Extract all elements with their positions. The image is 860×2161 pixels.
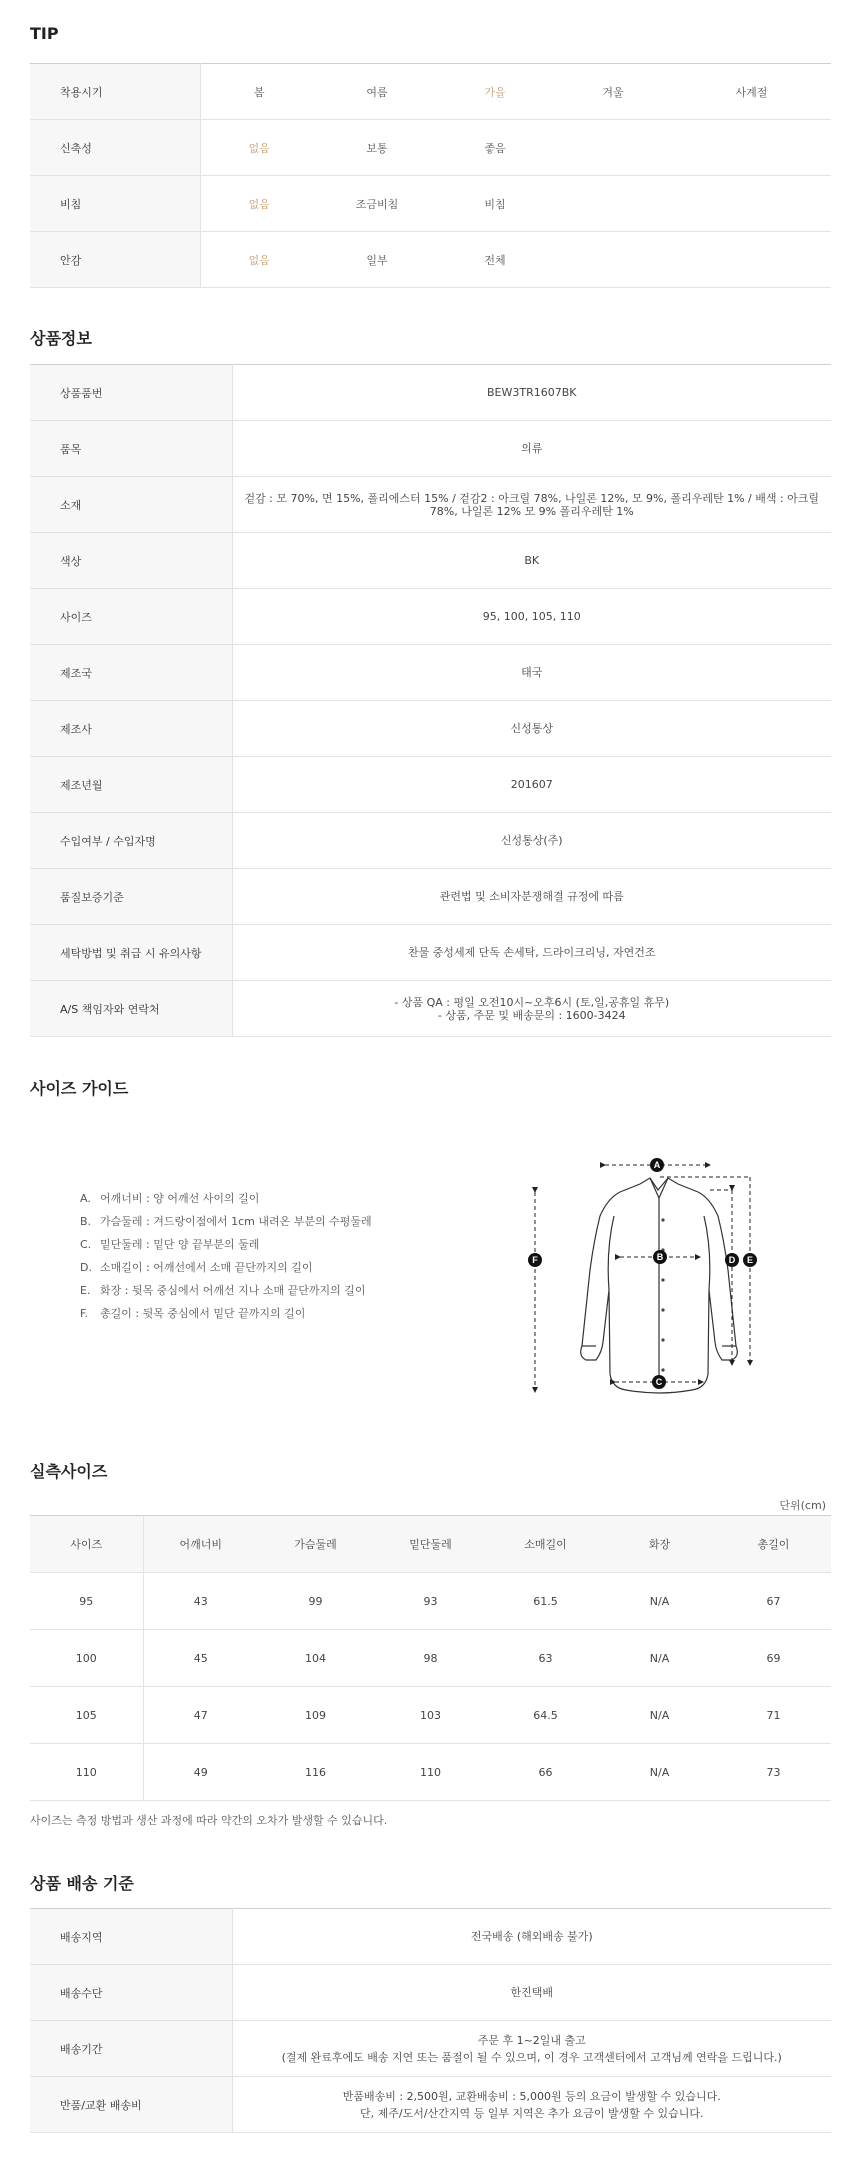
- marker-d-icon: [725, 1253, 739, 1267]
- info-row: [30, 701, 831, 757]
- size-guide-title: 사이즈 가이드: [30, 1079, 129, 1098]
- size-guide-name: 소매길이: [100, 1261, 143, 1274]
- tip-row: [30, 176, 831, 232]
- info-label: 수입여부 / 수입자명: [30, 813, 232, 869]
- size-cell: 110: [30, 1744, 143, 1801]
- size-cell: 43: [143, 1573, 258, 1630]
- size-guide-desc: : 밑단 양 끝부분의 둘레: [142, 1238, 260, 1251]
- shipping-row: [30, 1909, 831, 1965]
- tip-option: 겨울: [554, 64, 672, 120]
- size-guide-name: 총길이: [100, 1307, 132, 1320]
- size-header-cell: 소매길이: [488, 1516, 603, 1573]
- info-label: 사이즈: [30, 589, 232, 645]
- tip-option: [672, 176, 831, 232]
- size-cell: 99: [258, 1573, 373, 1630]
- info-label: 품목: [30, 421, 232, 477]
- size-row: [30, 1573, 831, 1630]
- info-value: 겉감 : 모 70%, 면 15%, 폴리에스터 15% / 겉감2 : 아크릴 78%, 나일론 12%, 모 9%, 폴리우레탄 1% / 배색 : 아크릴 78%, 나일론 12% 모 9% 폴리우레탄 1%: [232, 477, 831, 533]
- info-label: 색상: [30, 533, 232, 589]
- size-guide-key: D.: [80, 1261, 92, 1274]
- size-cell: 63: [488, 1630, 603, 1687]
- marker-f-icon: [528, 1253, 542, 1267]
- size-row: [30, 1744, 831, 1801]
- shipping-row: [30, 2021, 831, 2077]
- info-label: 제조사: [30, 701, 232, 757]
- tip-option: 좋음: [436, 120, 554, 176]
- size-guide-key: C.: [80, 1238, 92, 1251]
- shipping-label: 배송수단: [30, 1965, 232, 2021]
- size-guide-key: E.: [80, 1284, 91, 1297]
- shipping-value: 전국배송 (해외배송 불가): [232, 1909, 831, 1965]
- shipping-label: 배송기간: [30, 2021, 232, 2077]
- info-row: [30, 365, 831, 421]
- info-value: 태국: [232, 645, 831, 701]
- info-value: 신성통상: [232, 701, 831, 757]
- size-cell: 110: [373, 1744, 488, 1801]
- shipping-value: 주문 후 1~2일내 출고 (결제 완료후에도 배송 지연 또는 품절이 될 수 있으며, 이 경우 고객센터에서 고객님께 연락을 드립니다.): [232, 2021, 831, 2077]
- marker-e-icon: [743, 1253, 757, 1267]
- unit-label: 단위(cm): [779, 1499, 826, 1512]
- size-header-row: [30, 1516, 831, 1573]
- info-row: [30, 533, 831, 589]
- tip-option: 일부: [318, 232, 436, 288]
- svg-text:A: A: [653, 1160, 661, 1170]
- size-guide-desc: : 겨드랑이점에서 1cm 내려온 부분의 수평둘레: [142, 1215, 372, 1228]
- shipping-value: 반품배송비 : 2,500원, 교환배송비 : 5,000원 등의 요금이 발생할 수 있습니다. 단, 제주/도서/산간지역 등 일부 지역은 추가 요금이 발생할 수 있습니다.: [232, 2077, 831, 2133]
- tip-option: 없음: [200, 176, 318, 232]
- size-cell: N/A: [603, 1687, 716, 1744]
- info-label: 제조국: [30, 645, 232, 701]
- size-cell: 73: [716, 1744, 831, 1801]
- svg-text:D: D: [728, 1255, 736, 1265]
- size-guide-key: B.: [80, 1215, 92, 1228]
- tip-row-label: 신축성: [30, 120, 200, 176]
- info-value: 95, 100, 105, 110: [232, 589, 831, 645]
- info-value: BEW3TR1607BK: [232, 365, 831, 421]
- size-note: 사이즈는 측정 방법과 생산 과정에 따라 약간의 오차가 발생할 수 있습니다.: [30, 1814, 388, 1827]
- shipping-row: [30, 1965, 831, 2021]
- tip-option: 가을: [436, 64, 554, 120]
- tip-option: 없음: [200, 120, 318, 176]
- size-header-cell: 총길이: [716, 1516, 831, 1573]
- size-cell: 103: [373, 1687, 488, 1744]
- product-info-title: 상품정보: [30, 329, 92, 348]
- tip-option: 보통: [318, 120, 436, 176]
- size-row: [30, 1687, 831, 1744]
- tip-row-label: 착용시기: [30, 64, 200, 120]
- info-row: [30, 421, 831, 477]
- size-guide-desc: : 어깨선에서 소매 끝단까지의 길이: [142, 1261, 313, 1274]
- size-guide-desc: : 뒷목 중심에서 밑단 끝까지의 길이: [131, 1307, 306, 1320]
- size-cell: 93: [373, 1573, 488, 1630]
- tip-option: [554, 232, 672, 288]
- size-guide-list: [80, 1187, 372, 1325]
- size-guide-item: [80, 1256, 372, 1279]
- tip-row: [30, 120, 831, 176]
- size-cell: 45: [143, 1630, 258, 1687]
- size-cell: 49: [143, 1744, 258, 1801]
- info-row: [30, 645, 831, 701]
- shipping-label: 배송지역: [30, 1909, 232, 1965]
- size-guide-item: [80, 1279, 372, 1302]
- size-row: [30, 1630, 831, 1687]
- size-guide-key: F.: [80, 1307, 89, 1320]
- measured-size-title: 실측사이즈: [30, 1462, 108, 1481]
- size-cell: 66: [488, 1744, 603, 1801]
- size-cell: 71: [716, 1687, 831, 1744]
- size-cell: 105: [30, 1687, 143, 1744]
- size-cell: 69: [716, 1630, 831, 1687]
- info-row: [30, 869, 831, 925]
- tip-option: 조금비침: [318, 176, 436, 232]
- size-guide-desc: : 양 어깨선 사이의 길이: [142, 1192, 260, 1205]
- info-label: 제조년월: [30, 757, 232, 813]
- info-value: 201607: [232, 757, 831, 813]
- shipping-label: 반품/교환 배송비: [30, 2077, 232, 2133]
- tip-row: [30, 232, 831, 288]
- size-guide-item: [80, 1187, 372, 1210]
- size-guide-item: [80, 1302, 372, 1325]
- svg-text:F: F: [532, 1255, 538, 1265]
- info-row: [30, 589, 831, 645]
- info-value: 관련법 및 소비자분쟁해결 규정에 따름: [232, 869, 831, 925]
- shipping-row: [30, 2077, 831, 2133]
- size-cell: 100: [30, 1630, 143, 1687]
- svg-text:B: B: [656, 1252, 664, 1262]
- tip-title: TIP: [30, 24, 59, 43]
- size-cell: N/A: [603, 1630, 716, 1687]
- size-cell: N/A: [603, 1573, 716, 1630]
- shirt-measurement-diagram: [510, 1120, 810, 1410]
- shirt-outline-icon: [581, 1178, 738, 1393]
- svg-text:C: C: [655, 1377, 663, 1387]
- tip-option: 봄: [200, 64, 318, 120]
- size-guide-item: [80, 1210, 372, 1233]
- product-info-table: [30, 364, 831, 1037]
- tip-row-label: 비침: [30, 176, 200, 232]
- size-cell: 98: [373, 1630, 488, 1687]
- info-label: 품질보증기준: [30, 869, 232, 925]
- size-header-cell: 사이즈: [30, 1516, 143, 1573]
- size-cell: 67: [716, 1573, 831, 1630]
- info-row: [30, 757, 831, 813]
- info-label: 세탁방법 및 취급 시 유의사항: [30, 925, 232, 981]
- info-label: A/S 책임자와 연락처: [30, 981, 232, 1037]
- size-cell: 95: [30, 1573, 143, 1630]
- tip-table: [30, 63, 831, 288]
- size-header-cell: 화장: [603, 1516, 716, 1573]
- shipping-title: 상품 배송 기준: [30, 1874, 134, 1893]
- size-guide-desc: : 뒷목 중심에서 어깨선 지나 소매 끝단까지의 길이: [121, 1284, 366, 1297]
- size-guide-name: 어깨너비: [100, 1192, 143, 1205]
- size-guide-key: A.: [80, 1192, 91, 1205]
- marker-b-icon: [653, 1250, 667, 1264]
- size-guide-name: 밑단둘레: [100, 1238, 143, 1251]
- info-row: [30, 925, 831, 981]
- tip-option: 전체: [436, 232, 554, 288]
- size-cell: 47: [143, 1687, 258, 1744]
- info-value: - 상품 QA : 평일 오전10시~오후6시 (토,일,공휴일 휴무) - 상품, 주문 및 배송문의 : 1600-3424: [232, 981, 831, 1037]
- size-guide-name: 가슴둘레: [100, 1215, 143, 1228]
- info-row: [30, 813, 831, 869]
- info-value: 의류: [232, 421, 831, 477]
- info-value: 신성통상(주): [232, 813, 831, 869]
- info-row: [30, 981, 831, 1037]
- size-cell: 116: [258, 1744, 373, 1801]
- size-cell: 109: [258, 1687, 373, 1744]
- shipping-table: [30, 1908, 831, 2133]
- tip-row-label: 안감: [30, 232, 200, 288]
- info-label: 상품품번: [30, 365, 232, 421]
- size-cell: 104: [258, 1630, 373, 1687]
- svg-text:E: E: [746, 1255, 754, 1265]
- shipping-value: 한진택배: [232, 1965, 831, 2021]
- marker-c-icon: [652, 1375, 666, 1389]
- size-cell: 64.5: [488, 1687, 603, 1744]
- tip-option: [672, 120, 831, 176]
- size-cell: N/A: [603, 1744, 716, 1801]
- tip-option: [554, 120, 672, 176]
- tip-option: [554, 176, 672, 232]
- tip-option: 비침: [436, 176, 554, 232]
- info-label: 소재: [30, 477, 232, 533]
- tip-option: [672, 232, 831, 288]
- marker-a-icon: [650, 1158, 664, 1172]
- info-value: BK: [232, 533, 831, 589]
- size-header-cell: 어깨너비: [143, 1516, 258, 1573]
- size-guide-name: 화장: [100, 1284, 122, 1297]
- info-row: [30, 477, 831, 533]
- tip-option: 없음: [200, 232, 318, 288]
- info-value: 찬물 중성세제 단독 손세탁, 드라이크리닝, 자연건조: [232, 925, 831, 981]
- size-cell: 61.5: [488, 1573, 603, 1630]
- size-guide-item: [80, 1233, 372, 1256]
- tip-row: [30, 64, 831, 120]
- size-header-cell: 밑단둘레: [373, 1516, 488, 1573]
- tip-option: 여름: [318, 64, 436, 120]
- measured-size-table: [30, 1515, 831, 1801]
- size-header-cell: 가슴둘레: [258, 1516, 373, 1573]
- tip-option: 사계절: [672, 64, 831, 120]
